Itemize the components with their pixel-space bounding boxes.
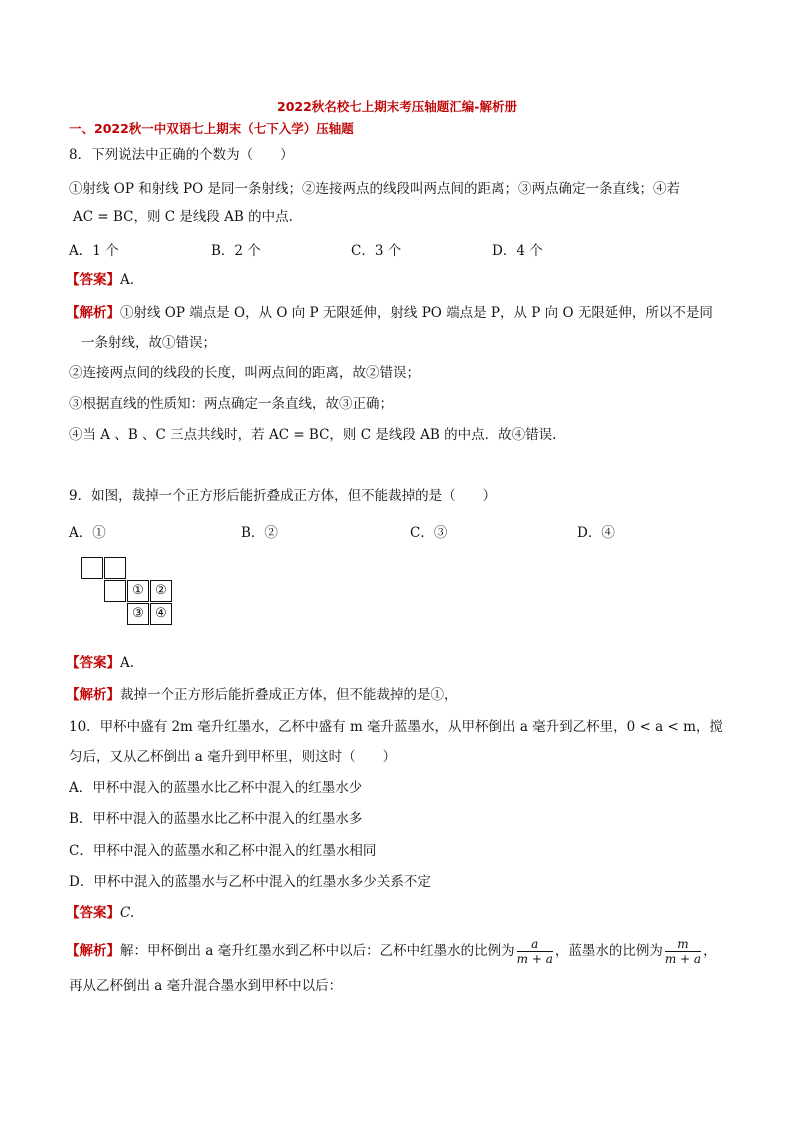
q8-analysis-line-1 (66, 304, 713, 322)
q10-option-d: D．甲杯中混入的蓝墨水与乙杯中混入的红墨水多少关系不定 (69, 874, 431, 890)
q8-analysis-tag: 【解析】 (66, 305, 120, 321)
fraction-denominator: m + a (664, 952, 702, 966)
q10-analysis-text-1a: 解：甲杯倒出 a 毫升红墨水到乙杯中以后：乙杯中红墨水的比例为 (120, 943, 515, 959)
q9-answer-tag: 【答案】 (66, 655, 120, 671)
q9-analysis-tag: 【解析】 (66, 687, 120, 703)
fraction-numerator: a (517, 937, 553, 952)
fraction-a-over-m-plus-a (517, 937, 553, 966)
q8-analysis-line-2: 一条射线，故①错误； (81, 335, 216, 351)
net-square (104, 557, 126, 579)
q8-option-c: C．3 个 (351, 243, 402, 259)
q9-option-b: B．② (241, 525, 278, 541)
page-title: 2022秋名校七上期末考压轴题汇编-解析册 (277, 99, 517, 114)
q8-option-b: B．2 个 (211, 243, 261, 259)
q8-answer-tag: 【答案】 (66, 272, 120, 288)
fraction-numerator: m (665, 937, 701, 952)
q10-option-c: C．甲杯中混入的蓝墨水和乙杯中混入的红墨水相同 (69, 843, 377, 859)
q9-option-a: A．① (69, 525, 106, 541)
q10-analysis-tag: 【解析】 (66, 943, 120, 959)
q8-option-a: A．1 个 (69, 243, 119, 259)
q8-stem: 8．下列说法中正确的个数为（ ） (69, 147, 294, 163)
q8-answer-value: A. (120, 272, 135, 288)
net-square (81, 557, 103, 579)
q8-text-line-2: AC = BC，则 C 是线段 AB 的中点. (73, 209, 293, 225)
q9-stem: 9．如图，裁掉一个正方形后能折叠成正方体，但不能裁掉的是（ ） (69, 488, 497, 504)
q10-analysis-line-2: 再从乙杯倒出 a 毫升混合墨水到甲杯中以后： (69, 978, 343, 994)
q8-analysis-line-5: ④当 A 、B 、C 三点共线时，若 AC = BC，则 C 是线段 AB 的中点．故④错误. (69, 427, 557, 443)
q8-analysis-line-4: ③根据直线的性质知：两点确定一条直线，故③正确； (69, 396, 393, 412)
fraction-m-over-m-plus-a (665, 937, 701, 966)
q8-answer (66, 271, 134, 289)
q9-analysis-text: 裁掉一个正方形后能折叠成正方体，但不能裁掉的是①， (120, 687, 458, 703)
section-heading: 一、2022秋一中双语七上期末（七下入学）压轴题 (69, 121, 354, 136)
q9-option-d: D．④ (577, 525, 615, 541)
q10-stem-line-2: 匀后，又从乙杯倒出 a 毫升到甲杯里，则这时（ ） (69, 749, 397, 765)
q10-analysis-line-1 (66, 936, 717, 966)
fraction-denominator: m + a (516, 952, 553, 966)
net-square-1: ① (127, 580, 149, 602)
q8-option-d: D．4 个 (492, 243, 543, 259)
q8-text-line-1: ①射线 OP 和射线 PO 是同一条射线；②连接两点的线段叫两点间的距离；③两点确定一条直线；④若 (69, 181, 680, 197)
q10-option-a: A．甲杯中混入的蓝墨水比乙杯中混入的红墨水少 (69, 780, 363, 796)
q9-option-c: C．③ (410, 525, 448, 541)
q10-stem-line-1: 10．甲杯中盛有 2m 毫升红墨水，乙杯中盛有 m 毫升蓝墨水，从甲杯倒出 a 毫升到乙杯里，0 < a < m，搅 (69, 719, 723, 735)
q10-analysis-text-1c: ， (703, 943, 717, 959)
net-square-2: ② (150, 580, 172, 602)
q9-analysis (66, 686, 458, 704)
q8-analysis-line-3: ②连接两点间的线段的长度，叫两点间的距离，故②错误； (69, 365, 420, 381)
q10-answer (66, 904, 134, 922)
q8-analysis-text-1: ①射线 OP 端点是 O，从 O 向 P 无限延伸，射线 PO 端点是 P，从 P 向 O 无限延伸，所以不是同 (120, 305, 713, 321)
q10-analysis-text-1b: ，蓝墨水的比例为 (554, 943, 663, 959)
q10-option-b: B．甲杯中混入的蓝墨水比乙杯中混入的红墨水多 (69, 811, 363, 827)
q9-answer (66, 654, 134, 672)
q10-answer-tag: 【答案】 (66, 905, 120, 921)
net-square (104, 580, 126, 602)
net-square-4: ④ (150, 603, 172, 625)
net-square-3: ③ (127, 603, 149, 625)
q10-answer-value: C. (120, 905, 135, 921)
q9-answer-value: A. (120, 655, 135, 671)
